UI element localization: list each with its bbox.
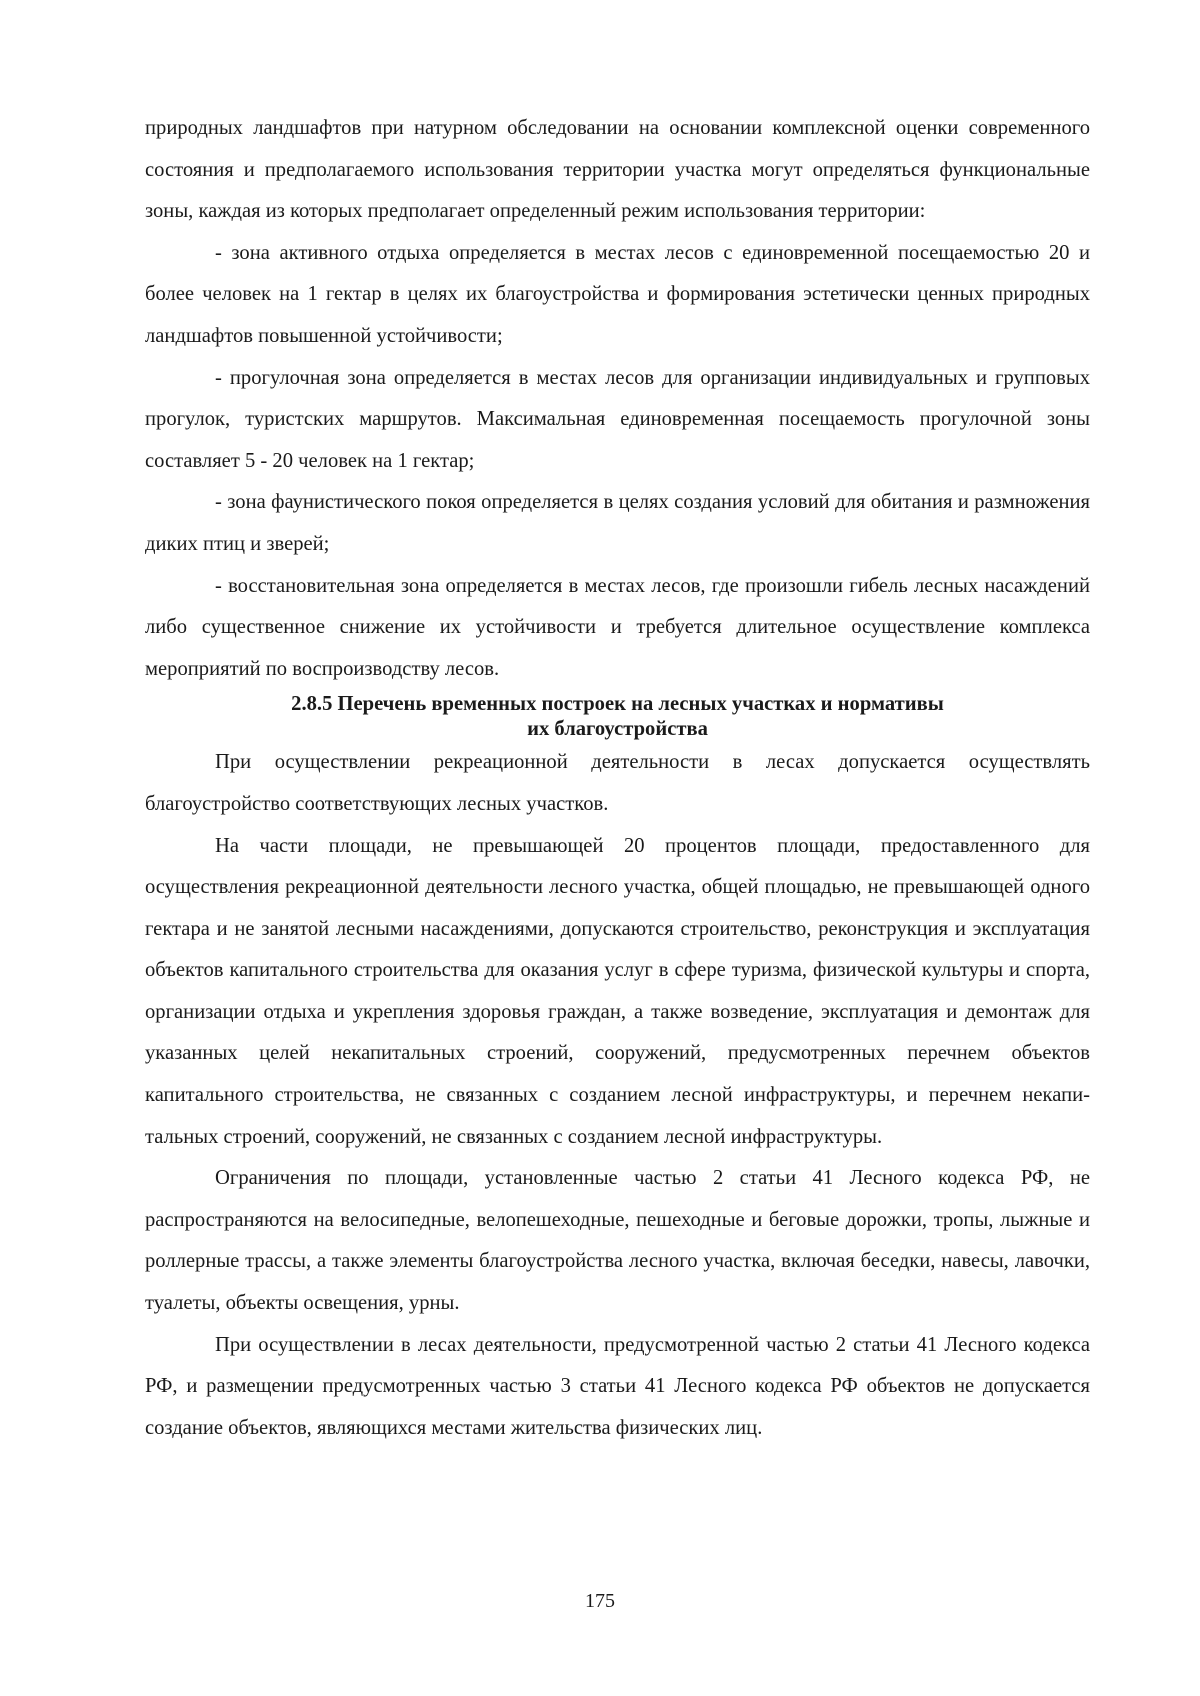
paragraph-landscaping-allowed: При осуществлении рекреационной деятельности в лесах допускается осуществлять благоустройство соответствующих лесных участков. — [145, 751, 1090, 815]
body-text-after-heading — [145, 742, 1090, 1449]
document-page — [145, 108, 1090, 1449]
paragraph-area-restrictions: Ограничения по площади, установленные частью 2 статьи 41 Лесного кодекса РФ, не распространяются на велосипедные, велопешеходные, пешеходные и беговые дорожки, тропы, лыжные и роллерные трассы, а также элементы благоустройства лесного участка, включая беседки, навесы, лавочки, туалеты, объекты освещения, урны. — [145, 1167, 1090, 1315]
paragraph-twenty-percent-area: На части площади, не превышающей 20 процентов площади, предоставленного для осуществления рекреационной деятельности лесного участка, общей площадью, не превышающей одного гектара и не занятой лесными насаждениями, допускаются строительство, реконструкция и эксплуатация объектов капитального строительства для оказания услуг в сфере туризма, физической культуры и спорта, организации отдыха и укрепления здоровья граждан, а также возведение, эксплуатация и демонтаж для указанных целей некапитальных строений, сооружений, предусмотренных перечнем объектов капитального строительства, не связанных с созданием лесной инфраструктуры, и перечнем некапитальных строений, сооружений, не связанных с созданием лесной инфраструктуры. — [145, 834, 1090, 1148]
body-text-before-heading — [145, 108, 1090, 690]
section-heading — [145, 692, 1090, 742]
paragraph-walking-zone: - прогулочная зона определяется в местах лесов для организации индивидуальных и групповых прогулок, туристских маршрутов. Максимальная единовременная посещаемость прогулочной зоны составляет 5 - 20 человек на 1 гектар; — [145, 366, 1090, 472]
page-number: 175 — [585, 1590, 615, 1612]
paragraph-functional-zones-intro: природных ландшафтов при натурном обследовании на основании комплексной оценки современного состояния и предполагаемого использования территории участка могут определяться функциональные зоны, каждая из которых предполагает определенный режим использования территории: — [145, 117, 1090, 223]
paragraph-active-rest-zone: - зона активного отдыха определяется в местах лесов с единовременной посещаемостью 20 и более человек на 1 гектар в целях их благоустройства и формирования эстетически ценных природных ландшафтов повышенной устойчивости; — [145, 241, 1090, 347]
paragraph-faunistic-rest-zone: - зона фаунистического покоя определяется в целях создания условий для обитания и размножения диких птиц и зверей; — [145, 491, 1090, 555]
section-heading-line-2: их благоустройства — [527, 718, 708, 741]
paragraph-restoration-zone: - восстановительная зона определяется в местах лесов, где произошли гибель лесных насаждений либо существенное снижение их устойчивости и требуется длительное осуществление комплекса мероприятий по воспроизводству лесов. — [145, 574, 1090, 680]
paragraph-no-residences: При осуществлении в лесах деятельности, предусмотренной частью 2 статьи 41 Лесного кодекса РФ, и размещении предусмотренных частью 3 статьи 41 Лесного кодекса РФ объектов не допускается создание объектов, являющихся местами жительства физических лиц. — [145, 1333, 1090, 1439]
section-heading-line-1: 2.8.5 Перечень временных построек на лесных участках и нормативы — [291, 693, 944, 716]
